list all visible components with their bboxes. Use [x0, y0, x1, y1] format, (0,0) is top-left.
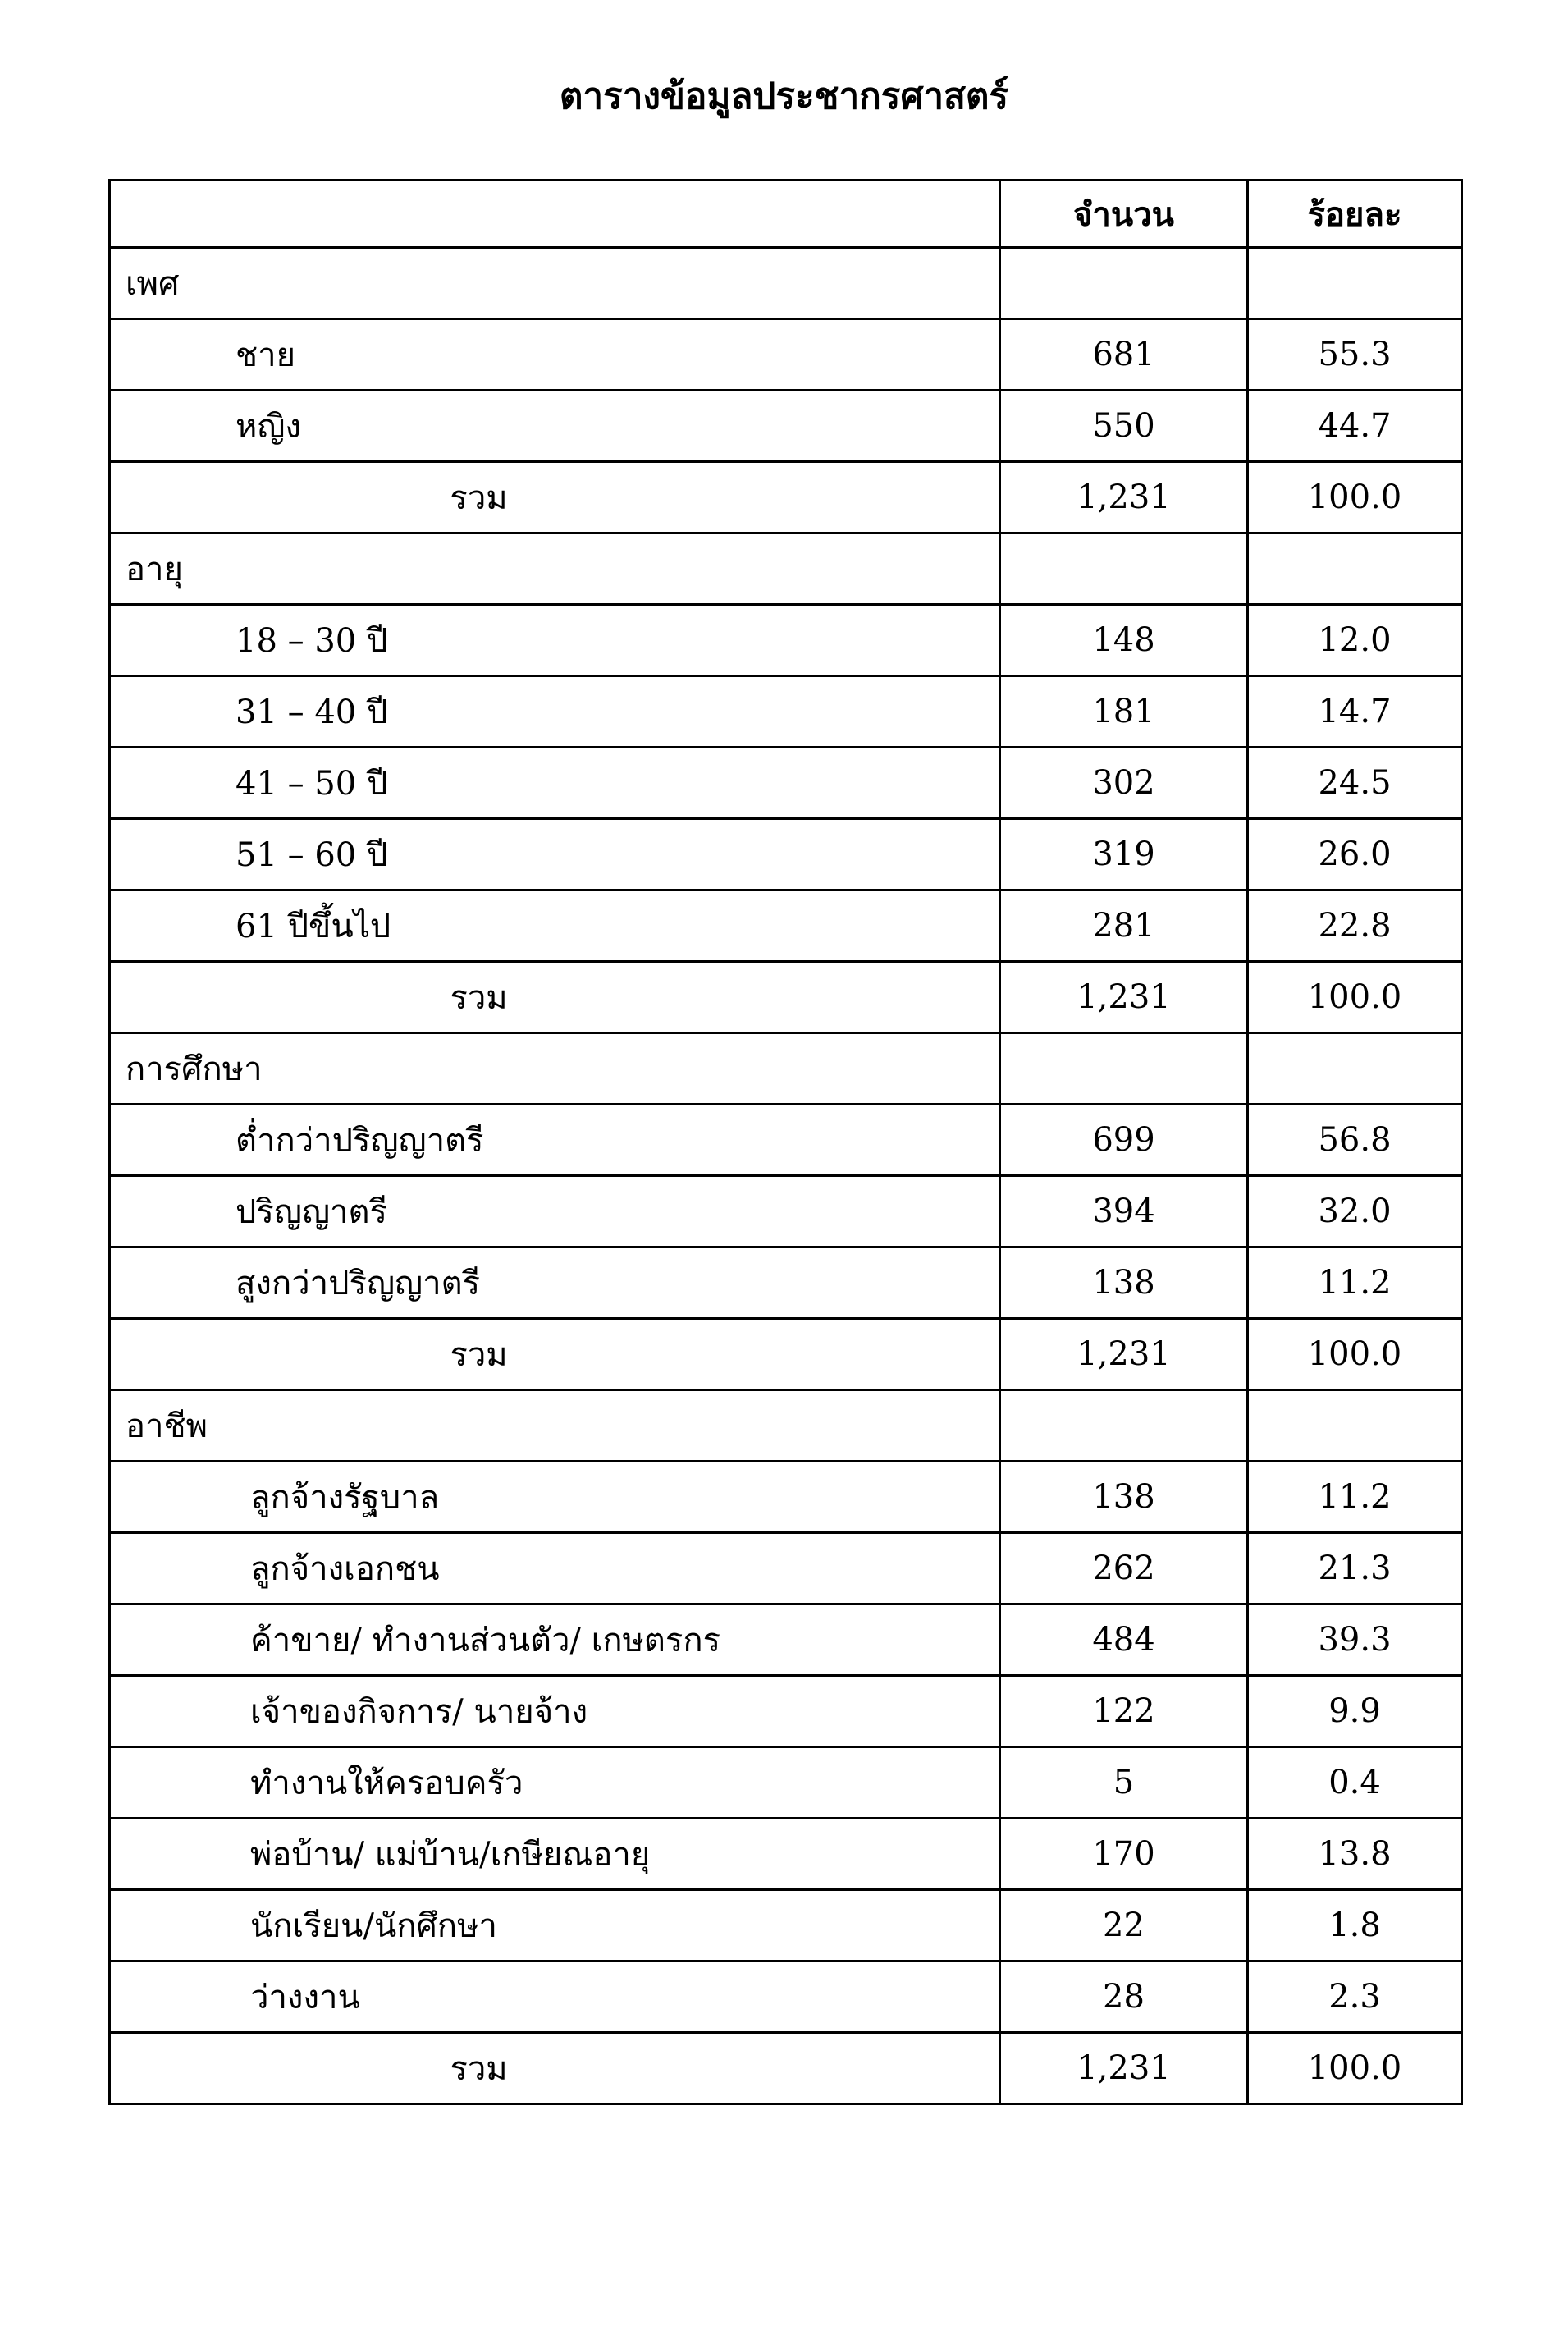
group-percent-empty — [1248, 248, 1462, 319]
group-count-empty — [1000, 1033, 1248, 1105]
total-label: รวม — [110, 2033, 1000, 2104]
row-label: 31 – 40 ปี — [110, 676, 1000, 748]
group-count-empty — [1000, 1390, 1248, 1462]
table-row — [110, 391, 1462, 462]
row-label: ปริญญาตรี — [110, 1176, 1000, 1247]
table-row — [110, 605, 1462, 676]
table-row — [110, 1533, 1462, 1604]
row-label: ต่ำกว่าปริญญาตรี — [110, 1105, 1000, 1176]
row-label: 18 – 30 ปี — [110, 605, 1000, 676]
group-row — [110, 1390, 1462, 1462]
group-percent-empty — [1248, 1390, 1462, 1462]
row-percent: 13.8 — [1248, 1819, 1462, 1890]
row-percent: 44.7 — [1248, 391, 1462, 462]
row-percent: 22.8 — [1248, 890, 1462, 962]
row-label: ลูกจ้างรัฐบาล — [110, 1462, 1000, 1533]
row-count: 138 — [1000, 1462, 1248, 1533]
row-label: ทำงานให้ครอบครัว — [110, 1747, 1000, 1819]
row-count: 281 — [1000, 890, 1248, 962]
row-label: ชาย — [110, 319, 1000, 391]
group-count-empty — [1000, 533, 1248, 605]
total-percent: 100.0 — [1248, 2033, 1462, 2104]
row-label: พ่อบ้าน/ แม่บ้าน/เกษียณอายุ — [110, 1819, 1000, 1890]
row-count: 550 — [1000, 391, 1248, 462]
group-row — [110, 248, 1462, 319]
row-count: 302 — [1000, 748, 1248, 819]
total-label: รวม — [110, 1319, 1000, 1390]
row-count: 699 — [1000, 1105, 1248, 1176]
total-row — [110, 1319, 1462, 1390]
row-percent: 55.3 — [1248, 319, 1462, 391]
row-count: 22 — [1000, 1890, 1248, 1961]
group-percent-empty — [1248, 1033, 1462, 1105]
group-label: การศึกษา — [110, 1033, 1000, 1105]
row-percent: 32.0 — [1248, 1176, 1462, 1247]
table-row — [110, 819, 1462, 890]
row-percent: 0.4 — [1248, 1747, 1462, 1819]
group-percent-empty — [1248, 533, 1462, 605]
row-label: เจ้าของกิจการ/ นายจ้าง — [110, 1676, 1000, 1747]
row-count: 148 — [1000, 605, 1248, 676]
row-label: ว่างงาน — [110, 1961, 1000, 2033]
total-count: 1,231 — [1000, 962, 1248, 1033]
row-count: 170 — [1000, 1819, 1248, 1890]
table-row — [110, 1604, 1462, 1676]
row-label: สูงกว่าปริญญาตรี — [110, 1247, 1000, 1319]
row-label: 51 – 60 ปี — [110, 819, 1000, 890]
table-row — [110, 1819, 1462, 1890]
row-percent: 24.5 — [1248, 748, 1462, 819]
table-row — [110, 1105, 1462, 1176]
group-label: อายุ — [110, 533, 1000, 605]
table-row — [110, 1462, 1462, 1533]
row-label: 41 – 50 ปี — [110, 748, 1000, 819]
total-row — [110, 962, 1462, 1033]
row-count: 122 — [1000, 1676, 1248, 1747]
total-count: 1,231 — [1000, 2033, 1248, 2104]
table-header-row — [110, 181, 1462, 248]
demographics-table — [108, 179, 1463, 2105]
total-label: รวม — [110, 962, 1000, 1033]
row-count: 5 — [1000, 1747, 1248, 1819]
header-label — [110, 181, 1000, 248]
row-count: 28 — [1000, 1961, 1248, 2033]
row-percent: 11.2 — [1248, 1462, 1462, 1533]
row-percent: 21.3 — [1248, 1533, 1462, 1604]
row-percent: 11.2 — [1248, 1247, 1462, 1319]
table-row — [110, 890, 1462, 962]
table-row — [110, 1676, 1462, 1747]
row-label: หญิง — [110, 391, 1000, 462]
table-body — [110, 248, 1462, 2104]
row-percent: 9.9 — [1248, 1676, 1462, 1747]
row-count: 394 — [1000, 1176, 1248, 1247]
row-percent: 39.3 — [1248, 1604, 1462, 1676]
total-percent: 100.0 — [1248, 1319, 1462, 1390]
header-count: จำนวน — [1000, 181, 1248, 248]
row-percent: 14.7 — [1248, 676, 1462, 748]
group-row — [110, 1033, 1462, 1105]
group-count-empty — [1000, 248, 1248, 319]
table-row — [110, 676, 1462, 748]
table-row — [110, 1176, 1462, 1247]
row-label: ลูกจ้างเอกชน — [110, 1533, 1000, 1604]
total-percent: 100.0 — [1248, 462, 1462, 533]
group-row — [110, 533, 1462, 605]
row-label: นักเรียน/นักศึกษา — [110, 1890, 1000, 1961]
group-label: เพศ — [110, 248, 1000, 319]
table-row — [110, 748, 1462, 819]
table-row — [110, 1747, 1462, 1819]
total-percent: 100.0 — [1248, 962, 1462, 1033]
row-percent: 1.8 — [1248, 1890, 1462, 1961]
row-percent: 26.0 — [1248, 819, 1462, 890]
row-percent: 12.0 — [1248, 605, 1462, 676]
total-row — [110, 2033, 1462, 2104]
total-count: 1,231 — [1000, 1319, 1248, 1390]
row-label: 61 ปีขึ้นไป — [110, 890, 1000, 962]
total-row — [110, 462, 1462, 533]
group-label: อาชีพ — [110, 1390, 1000, 1462]
row-label: ค้าขาย/ ทำงานส่วนตัว/ เกษตรกร — [110, 1604, 1000, 1676]
total-label: รวม — [110, 462, 1000, 533]
table-row — [110, 319, 1462, 391]
table-row — [110, 1890, 1462, 1961]
row-percent: 56.8 — [1248, 1105, 1462, 1176]
table-row — [110, 1961, 1462, 2033]
header-percent: ร้อยละ — [1248, 181, 1462, 248]
row-count: 319 — [1000, 819, 1248, 890]
total-count: 1,231 — [1000, 462, 1248, 533]
table-row — [110, 1247, 1462, 1319]
row-count: 262 — [1000, 1533, 1248, 1604]
row-count: 484 — [1000, 1604, 1248, 1676]
row-percent: 2.3 — [1248, 1961, 1462, 2033]
row-count: 181 — [1000, 676, 1248, 748]
row-count: 138 — [1000, 1247, 1248, 1319]
row-count: 681 — [1000, 319, 1248, 391]
page-title: ตารางข้อมูลประชากรศาสตร์ — [559, 76, 1009, 117]
